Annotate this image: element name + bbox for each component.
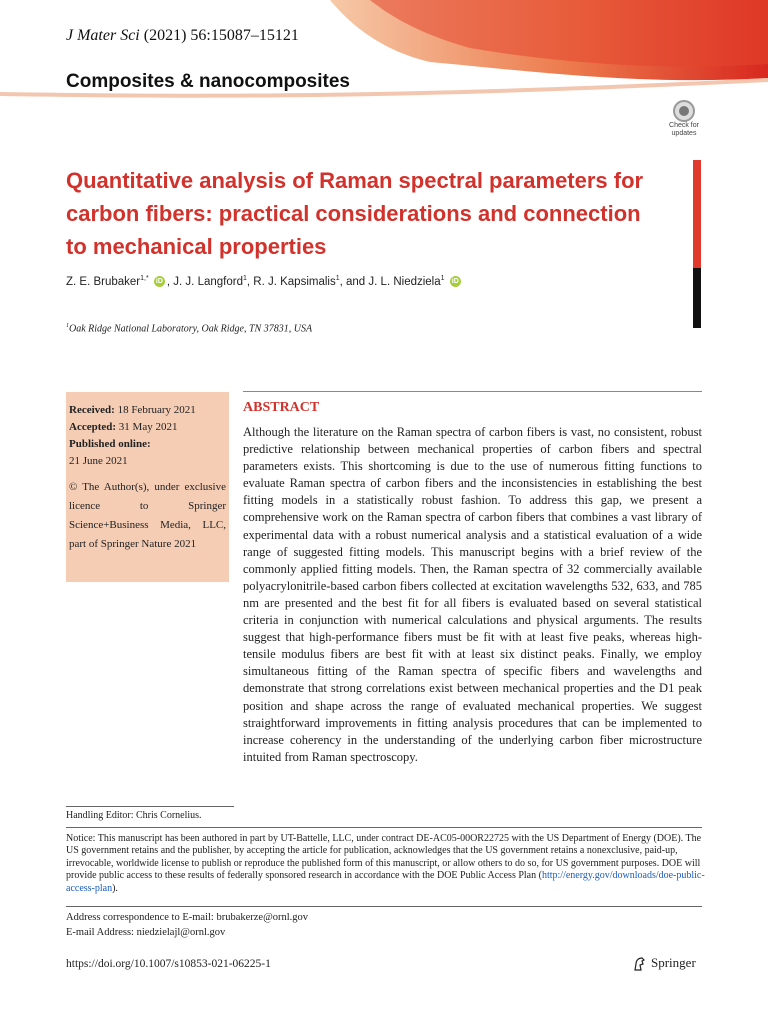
second-email[interactable]: E-mail Address: niedzielajl@ornl.gov [66,926,226,938]
accent-bar-black [693,268,701,328]
affiliation-sup: 1 [66,323,69,329]
footnote-divider [66,806,234,807]
received-label: Received: [69,404,115,416]
author-name[interactable]: Z. E. Brubaker [66,275,141,288]
author-list: Z. E. Brubaker$^{1,*}$ iD , J. J. Langford$^1$, R. J. Kapsimalis$^1$, and J. L. Niedziela$^1$ iD [66,275,459,288]
journal-volume-pages: (2021) 56:15087–15121 [143,27,299,44]
affiliation [66,323,312,334]
correspondence-block [66,911,308,940]
author-affil-sup: 1 [242,275,247,282]
abstract-heading: ABSTRACT [243,400,320,415]
author-name[interactable]: J. L. Niedziela [368,275,441,288]
correspondence-email[interactable]: Address correspondence to E-mail: brubakerze@ornl.gov [66,912,309,923]
publisher-logo [632,955,696,972]
author-affil-sup: 1 [335,275,340,282]
orcid-icon[interactable]: iD [451,278,459,286]
article-history-box [66,392,229,582]
crossmark-label: Check for updates [669,122,699,137]
section-title: Composites & nanocomposites [66,71,350,92]
author-affil-sup: 1 [440,275,445,282]
accepted-date: 31 May 2021 [118,421,178,433]
accent-bar-red [693,160,701,268]
address-divider [66,906,702,907]
crossmark-icon [673,100,695,122]
author-affil-sup: 1,* [140,275,149,282]
published-label: Published online: [69,438,151,450]
abstract-text: Although the literature on the Raman spectra of carbon fibers is vast, no consistent, robust predictive relationship between mechanical properties of carbon fibers and spectral parameters exists. This shortcoming is due to the use of numerous fitting functions to evaluate Raman spectra of carbon fibers and the inconsistencies in establishing the best fitting models in a statistically robust fashion. To address this gap, we present a comprehensive work on the Raman spectra of carbon fibers that combines a vast library of experimental data with a robust numerical analysis and a statistical evaluation of a wide range of suggested fitting models. This manuscript begins with a brief review of the commonly applied fitting models. Then, the Raman spectra of 32 commercially available polyacrylonitrile-based carbon fibers collected at excitation wavelengths 532, 633, and 785 nm are presented and the best fit for all fibers is evaluated based on several statistical criteria in conjunction with numerical calculations and physical arguments. The results suggest that high-performance fibers must be fit with at least five peaks, whereas high-tensile modulus fibers are best fit with at least six distinct peaks. Finally, we employ simultaneous fitting of the Raman spectra of specific fibers and wavelengths and demonstrate that strong correlations exist between mechanical properties and the D1 peak position and shape across the range of evaluated mechanical properties. We suggest straightforward improvements in fitting analysis procedures that can be implemented to increase coherency in the understanding of the underlying carbon fiber microstructure intuited from Raman spectroscopy. [243,425,702,764]
abstract-divider [243,391,702,392]
author-name[interactable]: R. J. Kapsimalis [253,275,336,288]
article-title: Quantitative analysis of Raman spectral parameters for carbon fibers: practical considerations and connection to mechanical properties [66,168,644,259]
notice-block [66,833,706,895]
notice-divider [66,827,702,828]
affiliation-text: Oak Ridge National Laboratory, Oak Ridge, TN 37831, USA [69,323,313,335]
springer-horse-icon [632,956,648,972]
doe-access-plan-link[interactable]: http://energy.gov/downloads/doe-public-access-plan [66,870,705,894]
notice-text: Notice: This manuscript has been authored in part by UT-Battelle, LLC, under contract DE-AC05-00OR22725 with the US Department of Energy (DOE). The US government retains and the publisher, by accepting the article for publication, acknowledges that the US government retains a nonexclusive, paid-up, irrevocable, worldwide license to publish or reproduce the published form of this manuscript, or allow others to do so, for US government purposes. DOE will provide public access to these results of federally sponsored research in accordance with the DOE Public Access Plan ( [66,833,702,882]
received-date: 18 February 2021 [117,404,196,416]
handling-editor: Handling Editor: Chris Cornelius. [66,810,202,821]
orcid-icon[interactable]: iD [155,278,163,286]
check-for-updates-button[interactable] [666,100,702,138]
notice-end: ). [112,882,118,894]
journal-abbrev: J Mater Sci [66,27,140,44]
publisher-name: Springer [651,955,696,970]
journal-citation [66,27,299,45]
published-date: 21 June 2021 [69,455,128,467]
license-statement: © The Author(s), under exclusive licence to Springer Science+Business Media, LLC, part of Springer Nature 2021 [69,481,226,550]
doi-link[interactable]: https://doi.org/10.1007/s10853-021-06225-1 [66,958,271,970]
author-name[interactable]: J. J. Langford [173,275,243,288]
accepted-label: Accepted: [69,421,117,433]
